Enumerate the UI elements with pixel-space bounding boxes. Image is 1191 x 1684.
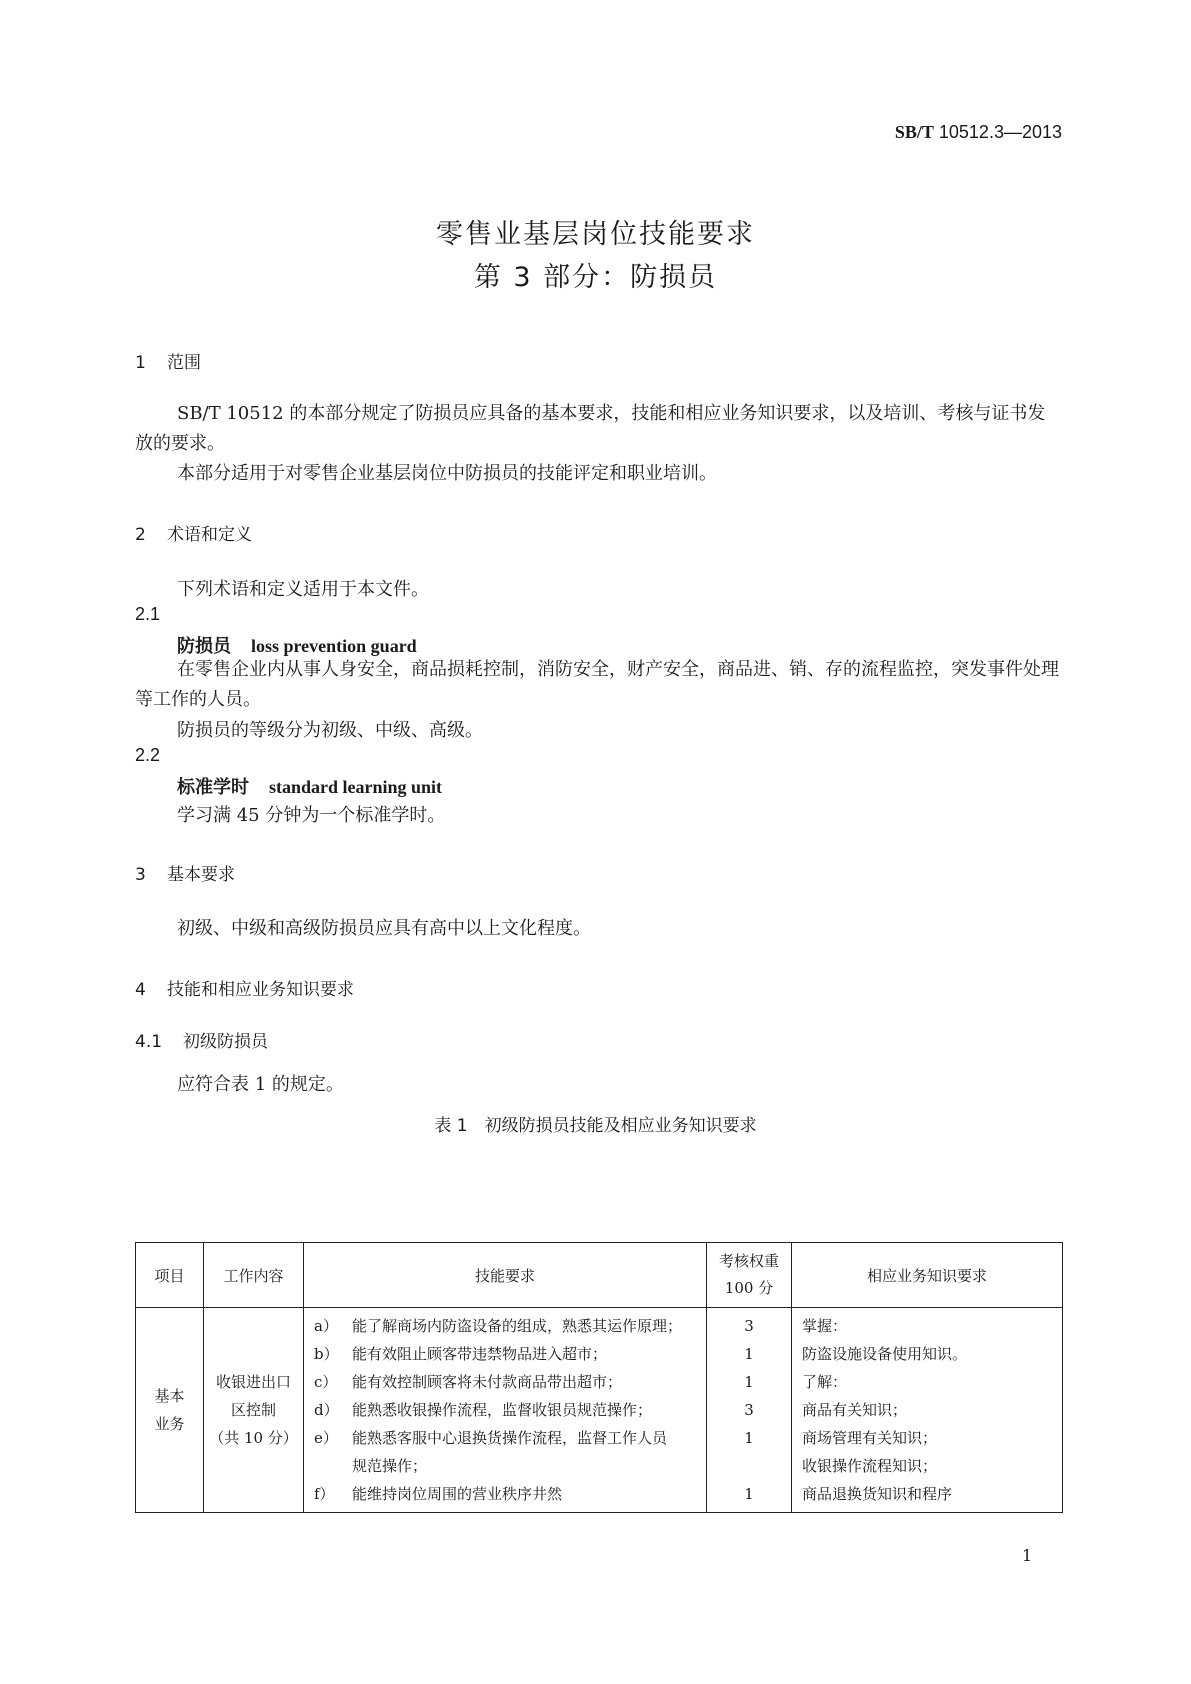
term-2-1-number: 2.1 (135, 604, 161, 624)
section-4-heading: 4 技能和相应业务知识要求 (135, 980, 354, 1000)
table-1 (135, 1242, 1063, 1513)
cell-work: 收银进出口 区控制 （共 10 分） (204, 1308, 304, 1513)
skill-c: c） 能有效控制顾客将未付款商品带出超市； (314, 1373, 623, 1391)
knowledge-line: 收银操作流程知识； (802, 1457, 938, 1475)
term-2-2: 标准学时 standard learning unit (177, 777, 443, 798)
section-1-para-1: SB/T 10512 的本部分规定了防损员应具备的基本要求，技能和相应业务知识要求，以及培训、考核与证书发放的要求。 (135, 403, 1046, 454)
knowledge-line: 商场管理有关知识； (802, 1429, 938, 1447)
knowledge-line: 防盗设施设备使用知识。 (802, 1345, 968, 1363)
skill-f: f） 能维持岗位周围的营业秩序井然 (314, 1485, 563, 1503)
term-2-2-definition: 学习满 45 分钟为一个标准学时。 (177, 805, 446, 826)
skill-e: e） 能熟悉客服中心退换货操作流程，监督工作人员 (314, 1429, 668, 1447)
section-2-heading: 2 术语和定义 (135, 525, 252, 545)
term-2-1-note: 防损员的等级分为初级、中级、高级。 (177, 720, 483, 741)
section-2-intro: 下列术语和定义适用于本文件。 (177, 579, 429, 600)
section-1-para-2: 本部分适用于对零售企业基层岗位中防损员的技能评定和职业培训。 (177, 463, 717, 484)
knowledge-line: 商品退换货知识和程序 (802, 1485, 953, 1503)
header-weight: 考核权重 100 分 (707, 1243, 792, 1308)
section-3-para: 初级、中级和高级防损员应具有高中以上文化程度。 (177, 918, 591, 939)
skill-a: a） 能了解商场内防盗设备的组成，熟悉其运作原理； (314, 1317, 683, 1335)
weight-c: 1 (744, 1373, 754, 1391)
cell-weights (707, 1308, 792, 1513)
page-number: 1 (1022, 1546, 1033, 1565)
section-1-heading: 1 范围 (135, 353, 201, 373)
header-work: 工作内容 (204, 1243, 304, 1308)
document-subtitle: 第 3 部分：防损员 (473, 262, 718, 293)
table-1-caption: 表 1 初级防损员技能及相应业务知识要求 (434, 1116, 757, 1136)
table-row (136, 1308, 1063, 1513)
header-skill: 技能要求 (304, 1243, 707, 1308)
standard-code: SB/T 10512.3—2013 (894, 122, 1062, 142)
weight-e-blank (708, 1452, 790, 1480)
table-header-row (136, 1243, 1063, 1308)
weight-b: 1 (744, 1345, 754, 1363)
term-2-2-number: 2.2 (135, 745, 161, 765)
header-item: 项目 (136, 1243, 204, 1308)
term-2-1: 防损员 loss prevention guard (177, 636, 417, 657)
weight-a: 3 (744, 1317, 754, 1335)
cell-item: 基本 业务 (136, 1308, 204, 1513)
knowledge-line: 掌握： (802, 1317, 848, 1335)
header-knowledge: 相应业务知识要求 (792, 1243, 1063, 1308)
section-4-1-heading: 4.1 初级防损员 (135, 1032, 268, 1052)
skill-b: b） 能有效阻止顾客带违禁物品进入超市； (314, 1345, 608, 1363)
weight-d: 3 (744, 1401, 754, 1419)
cell-skills (304, 1308, 707, 1513)
term-2-1-definition: 在零售企业内从事人身安全，商品损耗控制，消防安全，财产安全，商品进、销、存的流程监控，突发事件处理等工作的人员。 (135, 659, 1059, 710)
skill-d: d） 能熟悉收银操作流程，监督收银员规范操作； (314, 1401, 653, 1419)
knowledge-line: 商品有关知识； (802, 1401, 908, 1419)
section-3-heading: 3 基本要求 (135, 865, 235, 885)
cell-knowledge (792, 1308, 1063, 1513)
skill-e-cont: 规范操作； (352, 1457, 428, 1475)
document-title: 零售业基层岗位技能要求 (436, 219, 755, 250)
weight-e: 1 (744, 1429, 754, 1447)
weight-f: 1 (744, 1485, 754, 1503)
knowledge-line: 了解： (802, 1373, 848, 1391)
section-4-1-para: 应符合表 1 的规定。 (177, 1074, 344, 1095)
